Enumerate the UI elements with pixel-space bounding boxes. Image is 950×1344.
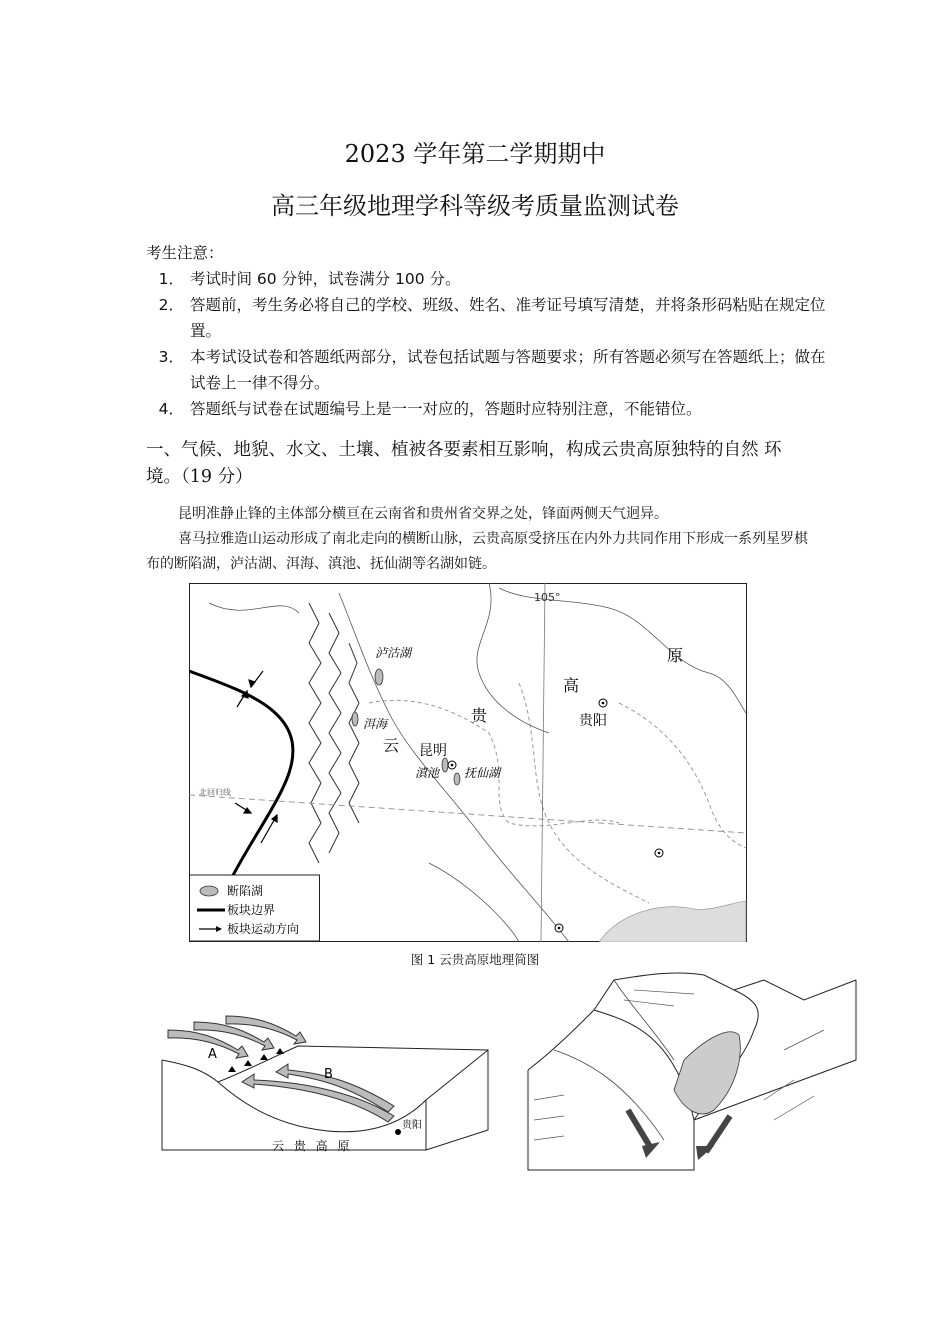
guiyang-point (395, 1129, 401, 1135)
region-char-yun: 云 (383, 736, 400, 755)
fault-lake-block-diagram (524, 970, 870, 1175)
label-a: A (208, 1047, 217, 1062)
legend-arrow-label: 板块运动方向 (227, 922, 300, 936)
note-item: 3． 本考试设试卷和答题纸两部分，试卷包括试题与答题要求；所有答题必须写在答题纸上；做在试卷上一律不得分。 (146, 344, 826, 396)
notes-heading: 考生注意： (146, 244, 224, 262)
kunming-label: 昆明 (419, 743, 447, 759)
guiyang-point-label: 贵阳 (402, 1120, 422, 1131)
figure-caption: 图 1 云贵高原地理简图 (410, 952, 540, 967)
region-char-gui: 贵 (471, 706, 488, 725)
note-item: 1． 考试时间 60 分钟，试卷满分 100 分。 (146, 266, 826, 292)
note-item: 2． 答题前，考生务必将自己的学校、班级、姓名、准考证号填写清楚，并将条形码粘贴在规定位置。 (146, 292, 826, 344)
exam-title-line2: 高三年级地理学科等级考质量监测试卷 (271, 192, 679, 220)
plateau-label: 云 贵 高 原 (272, 1139, 353, 1153)
region-char-gao: 高 (563, 676, 580, 695)
note-text: 答题纸与试卷在试题编号上是一一对应的，答题时应特别注意，不能错位。 (190, 400, 702, 418)
note-item: 4． 答题纸与试卷在试题编号上是一一对应的，答题时应特别注意，不能错位。 (146, 396, 826, 422)
lugu-lake (375, 669, 383, 685)
legend-lake-label: 断陷湖 (227, 884, 264, 898)
label-b: B (324, 1067, 333, 1082)
fuxian-lake (454, 773, 460, 785)
meridian-label: 105° (534, 591, 561, 604)
passage-paragraph-2: 喜马拉雅造山运动形成了南北走向的横断山脉，云贵高原受挤压在内外力共同作用下形成一系列星罗棋布的断陷湖，泸沽湖、洱海、滇池、抚仙湖等名湖如链。 (146, 531, 808, 572)
guiyang-label: 贵阳 (579, 713, 607, 729)
erhai-lake-label: 洱海 (363, 717, 388, 731)
dianchi-lake (442, 758, 448, 772)
note-text: 答题前，考生务必将自己的学校、班级、姓名、准考证号填写清楚，并将条形码粘贴在规定位置。 (190, 296, 826, 340)
region-char-yuan: 原 (667, 646, 684, 665)
yungui-plateau-map (189, 583, 747, 942)
note-text: 考试时间 60 分钟，试卷满分 100 分。 (190, 270, 461, 288)
note-text: 本考试设试卷和答题纸两部分，试卷包括试题与答题要求；所有答题必须写在答题纸上；做在试卷上一律不得分。 (190, 348, 826, 392)
map-legend (190, 875, 320, 941)
exam-title-line1: 2023 学年第二学期期中 (344, 140, 606, 168)
plateau-cross-section (158, 1010, 492, 1160)
lugu-lake-label: 泸沽湖 (375, 646, 412, 660)
tropic-label: 北回归线 (199, 788, 231, 797)
fuxian-lake-label: 抚仙湖 (464, 766, 501, 780)
section-heading: 一、气候、地貌、水文、土壤、植被各要素相互影响，构成云贵高原独特的自然 环境。（19 分） (146, 440, 782, 487)
passage-paragraph-1: 昆明准静止锋的主体部分横亘在云南省和贵州省交界之处，锋面两侧天气迥异。 (178, 506, 668, 522)
candidate-notes (146, 240, 826, 422)
lake-area (674, 1032, 740, 1114)
erhai-lake (352, 712, 358, 726)
legend-boundary-label: 板块边界 (227, 903, 276, 917)
dianchi-lake-label: 滇池 (415, 766, 440, 780)
